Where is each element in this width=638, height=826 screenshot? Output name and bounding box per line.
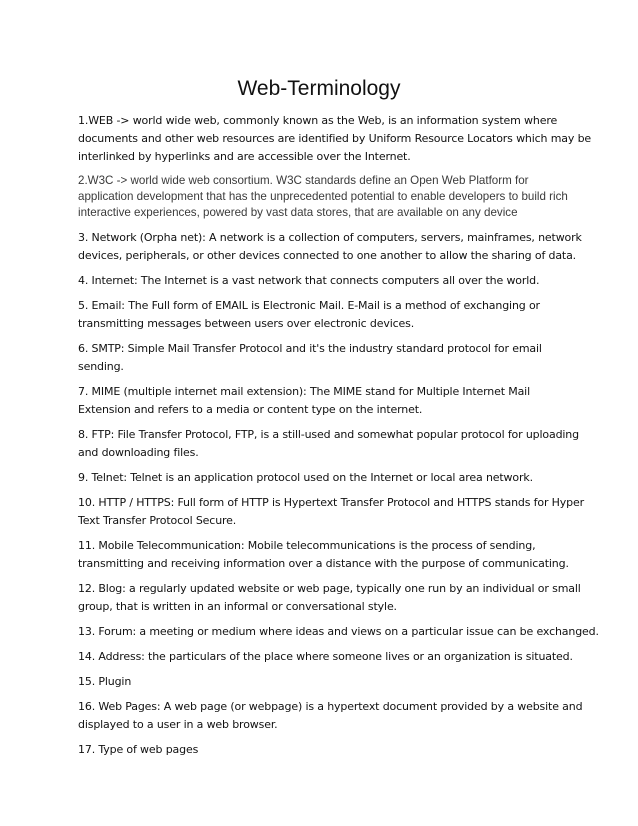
paragraph-w3c bbox=[78, 173, 578, 221]
paragraph-email bbox=[78, 297, 578, 333]
paragraph-type-of-web-pages bbox=[78, 741, 578, 759]
paragraph-line: transmitting messages between users over electronic devices. bbox=[78, 317, 415, 330]
paragraph-line: 7. MIME (multiple internet mail extension): The MIME stand for Multiple Internet Mail bbox=[78, 385, 530, 398]
paragraph-line: 9. Telnet: Telnet is an application protocol used on the Internet or local area network. bbox=[78, 471, 533, 484]
paragraph-ftp bbox=[78, 426, 578, 462]
paragraph-line: transmitting and receiving information over a distance with the purpose of communicating. bbox=[78, 557, 569, 570]
paragraph-line: 4. Internet: The Internet is a vast network that connects computers all over the world. bbox=[78, 274, 540, 287]
paragraph-line: application development that has the unprecedented potential to enable developers to build rich bbox=[78, 190, 568, 203]
document-body bbox=[78, 112, 599, 766]
paragraph-forum bbox=[78, 623, 599, 641]
paragraph-web-pages bbox=[78, 698, 583, 734]
paragraph-telnet bbox=[78, 469, 578, 487]
paragraph-line: devices, peripherals, or other devices connected to one another to allow the sharing of data. bbox=[78, 249, 577, 262]
paragraph-line: 14. Address: the particulars of the place where someone lives or an organization is situated. bbox=[78, 650, 573, 663]
paragraph-line: documents and other web resources are identified by Uniform Resource Locators which may be bbox=[78, 132, 592, 145]
paragraph-line: group, that is written in an informal or conversational style. bbox=[78, 600, 397, 613]
paragraph-plugin bbox=[78, 673, 578, 691]
paragraph-line: interactive experiences, powered by vast data stores, that are available on any device bbox=[78, 206, 518, 219]
paragraph-line: 11. Mobile Telecommunication: Mobile telecommunications is the process of sending, bbox=[78, 539, 536, 552]
paragraph-line: displayed to a user in a web browser. bbox=[78, 718, 278, 731]
paragraph-line: sending. bbox=[78, 360, 124, 373]
paragraph-line: 2.W3C -> world wide web consortium. W3C standards define an Open Web Platform for bbox=[78, 174, 529, 187]
paragraph-line: Text Transfer Protocol Secure. bbox=[78, 514, 237, 527]
paragraph-line: interlinked by hyperlinks and are accessible over the Internet. bbox=[78, 150, 411, 163]
paragraph-line: and downloading files. bbox=[78, 446, 199, 459]
paragraph-internet bbox=[78, 272, 578, 290]
paragraph-network bbox=[78, 229, 582, 265]
paragraph-line: 13. Forum: a meeting or medium where ideas and views on a particular issue can be exchanged. bbox=[78, 625, 599, 638]
paragraph-line: 3. Network (Orpha net): A network is a collection of computers, servers, mainframes, network bbox=[78, 231, 582, 244]
paragraph-line: 10. HTTP / HTTPS: Full form of HTTP is Hypertext Transfer Protocol and HTTPS stands for Hyper bbox=[78, 496, 584, 509]
paragraph-line: 15. Plugin bbox=[78, 675, 132, 688]
document-title: Web-Terminology bbox=[237, 77, 401, 100]
paragraph-line: 5. Email: The Full form of EMAIL is Electronic Mail. E-Mail is a method of exchanging or bbox=[78, 299, 540, 312]
paragraph-web bbox=[78, 112, 592, 166]
paragraph-line: 6. SMTP: Simple Mail Transfer Protocol and it's the industry standard protocol for email bbox=[78, 342, 542, 355]
paragraph-line: Extension and refers to a media or content type on the internet. bbox=[78, 403, 423, 416]
paragraph-address bbox=[78, 648, 578, 666]
paragraph-line: 1.WEB -> world wide web, commonly known as the Web, is an information system where bbox=[78, 114, 558, 127]
paragraph-mime bbox=[78, 383, 578, 419]
paragraph-mobile-telecom bbox=[78, 537, 578, 573]
paragraph-line: 16. Web Pages: A web page (or webpage) is a hypertext document provided by a website and bbox=[78, 700, 583, 713]
paragraph-smtp bbox=[78, 340, 578, 376]
paragraph-http bbox=[78, 494, 584, 530]
paragraph-blog bbox=[78, 580, 581, 616]
paragraph-line: 17. Type of web pages bbox=[78, 743, 199, 756]
paragraph-line: 12. Blog: a regularly updated website or web page, typically one run by an individual or small bbox=[78, 582, 581, 595]
paragraph-line: 8. FTP: File Transfer Protocol, FTP, is a still-used and somewhat popular protocol for uploading bbox=[78, 428, 579, 441]
